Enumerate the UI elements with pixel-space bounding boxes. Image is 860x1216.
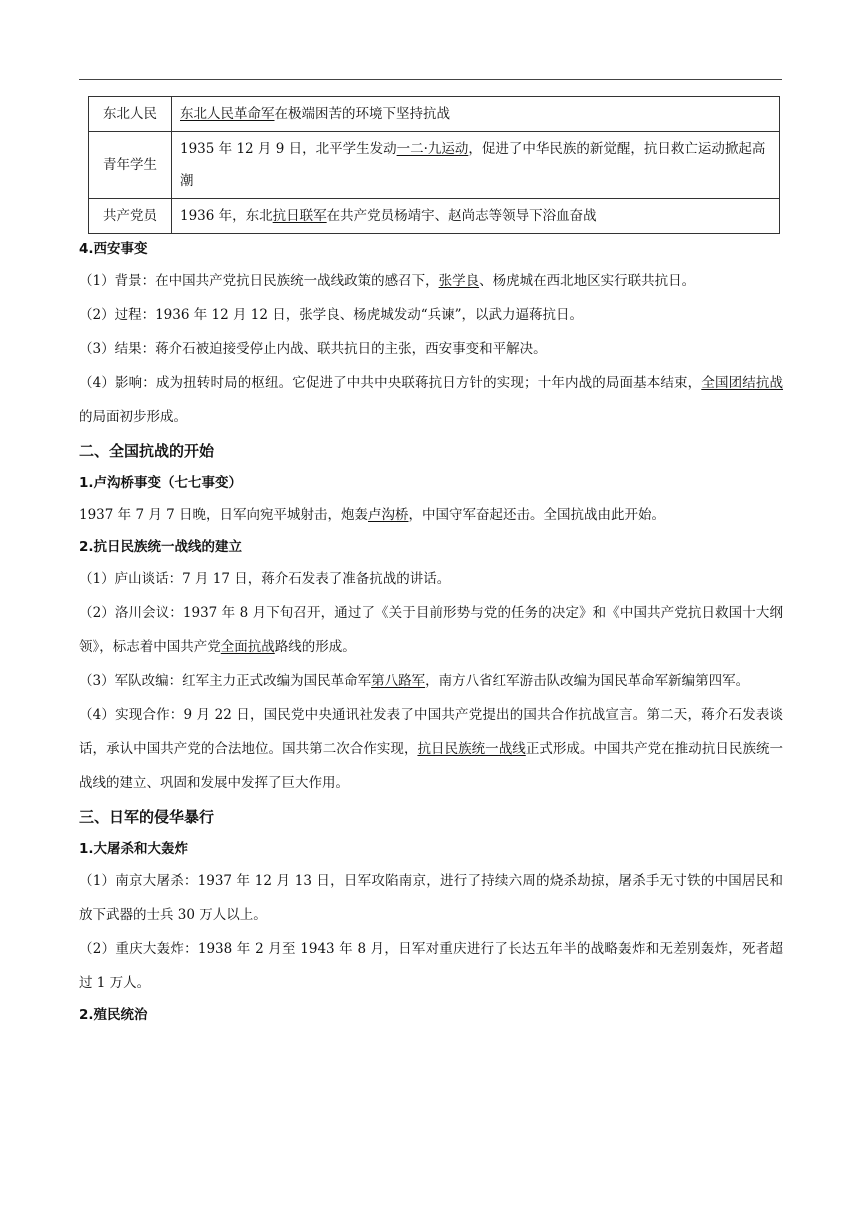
section-heading: 三、日军的侵华暴行 [79,808,215,826]
key-term: 卢沟桥 [368,507,409,523]
row-label: 东北人民 [89,97,172,132]
section-heading: 二、全国抗战的开始 [79,442,215,460]
key-term: 张学良 [438,273,480,289]
paragraph: （4）影响：成为扭转时局的枢纽。它促进了中共中央联蒋抗日方针的实现；十年内战的局面基本结束，全国团结抗战的局面初步形成。 [79,375,784,425]
paragraph: （2）过程：1936 年 12 月 12 日，张学良、杨虎城发动“兵谏”，以武力逼蒋抗日。 [79,307,584,323]
key-term: 东北人民革命军 [180,106,275,122]
paragraph: （2）洛川会议：1937 年 8 月下旬召开，通过了《关于目前形势与党的任务的决定》和《中国共产党抗日救国十大纲领》，标志着中国共产党全面抗战路线的形成。 [79,605,783,655]
row-label: 青年学生 [89,132,172,199]
row-content: 1936 年，东北抗日联军在共产党员杨靖宇、赵尚志等领导下浴血奋战 [172,199,780,234]
table-row [89,199,780,234]
key-term: 第八路军 [371,673,426,689]
row-label: 共产党员 [89,199,172,234]
subsection-heading: 1.大屠杀和大轰炸 [79,841,189,857]
key-term: 一二·九运动 [396,141,469,157]
key-term: 抗日民族统一战线 [417,741,526,757]
paragraph: （3）结果：蒋介石被迫接受停止内战、联共抗日的主张，西安事变和平解决。 [79,341,547,357]
row-content: 东北人民革命军在极端困苦的环境下坚持抗战 [172,97,780,132]
paragraph: 1937 年 7 月 7 日晚，日军向宛平城射击，炮轰卢沟桥，中国守军奋起还击。全国抗战由此开始。 [79,507,665,523]
paragraph: （1）背景：在中国共产党抗日民族统一战线政策的感召下，张学良、杨虎城在西北地区实行联共抗日。 [79,273,696,289]
paragraph: （1）庐山谈话：7 月 17 日，蒋介石发表了准备抗战的讲话。 [79,571,451,587]
subsection-heading: 1.卢沟桥事变（七七事变） [79,475,243,491]
key-term: 抗日联军 [272,208,327,224]
key-term: 全国团结抗战 [701,375,784,391]
paragraph: （1）南京大屠杀：1937 年 12 月 13 日，日军攻陷南京，进行了持续六周的烧杀劫掠，屠杀手无寸铁的中国居民和放下武器的士兵 30 万人以上。 [79,873,783,923]
subsection-heading: 2.殖民统治 [79,1007,148,1023]
key-term: 全面抗战 [220,639,275,655]
xian-incident-heading: 4.西安事变 [79,241,148,257]
paragraph: （4）实现合作：9 月 22 日，国民党中央通讯社发表了中国共产党提出的国共合作抗战宣言。第二天，蒋介石发表谈话，承认中国共产党的合法地位。国共第二次合作实现，抗日民族统一战线正式形成。中国共产党在推动抗日民族统一战线的建立、巩固和发展中发挥了巨大作用。 [79,707,784,791]
table-row [89,132,780,199]
resistance-table [88,96,780,234]
table-row [89,97,780,132]
paragraph: （2）重庆大轰炸：1938 年 2 月至 1943 年 8 月，日军对重庆进行了长达五年半的战略轰炸和无差别轰炸，死者超过 1 万人。 [79,941,783,991]
page-content [79,96,783,1030]
row-content: 1935 年 12 月 9 日，北平学生发动一二·九运动，促进了中华民族的新觉醒，抗日救亡运动掀起高潮 [172,132,780,199]
paragraph: （3）军队改编：红军主力正式改编为国民革命军第八路军，南方八省红军游击队改编为国民革命军新编第四军。 [79,673,750,689]
header-rule [79,79,782,80]
subsection-heading: 2.抗日民族统一战线的建立 [79,539,243,555]
